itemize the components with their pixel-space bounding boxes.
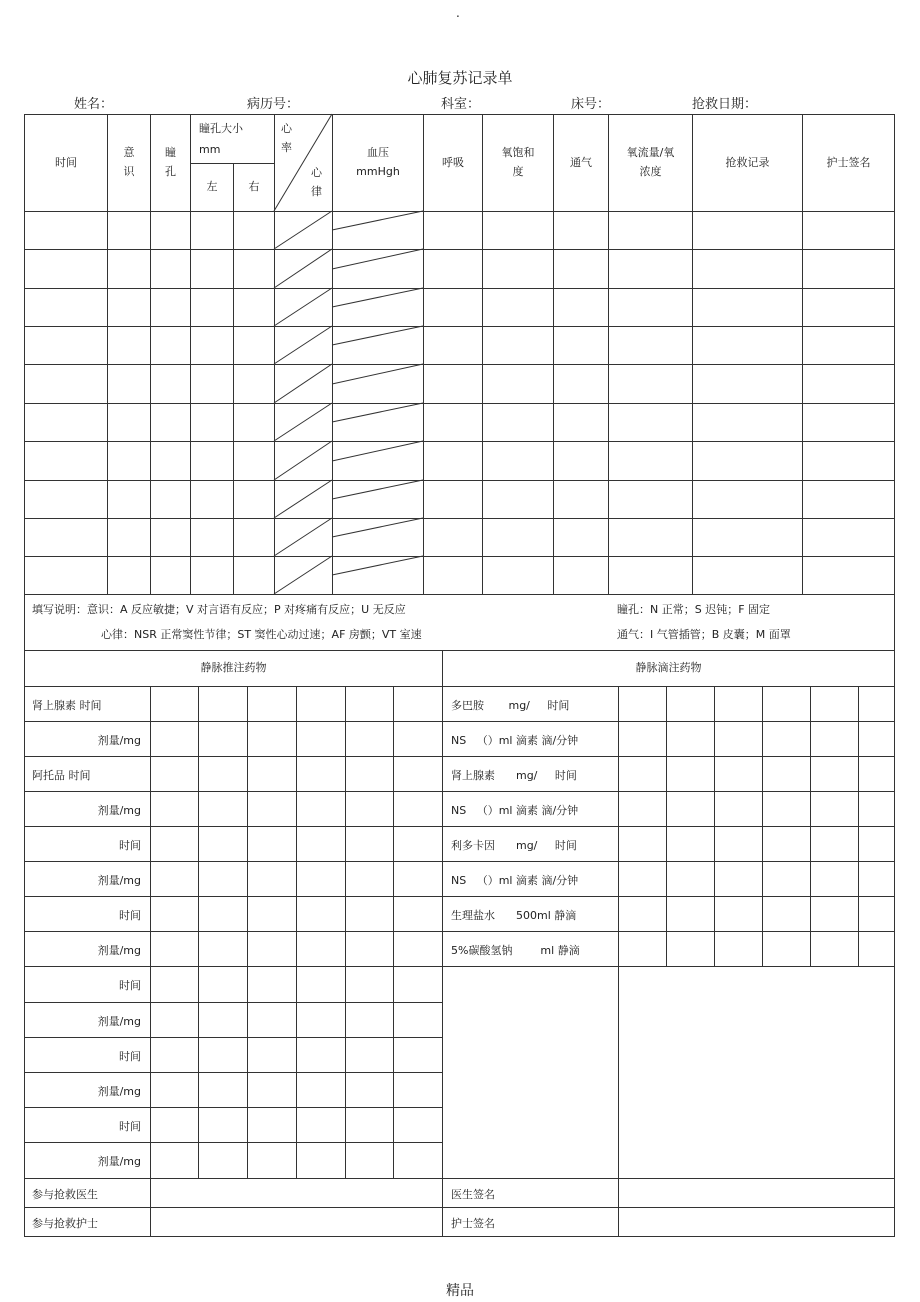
col-nurse-sign-label: 护士签名: [826, 155, 871, 169]
col-o2: [609, 115, 692, 211]
legend-line2: 心律：NSR 正常窦性节律；ST 窦性心动过速；AF 房颤；VT 室速: [101, 628, 422, 641]
col-pupil-right: [234, 164, 274, 211]
doctor-sign-label: 医生签名: [451, 1188, 495, 1201]
col-time-label: 时间: [55, 155, 77, 169]
iv-drip-row: 5%碳酸氢钠 ml 静滴: [451, 944, 580, 957]
legend-line2-right: 通气：I 气管插管；B 皮囊；M 面罩: [617, 628, 791, 641]
iv-push-row: 剂量/mg: [97, 874, 141, 887]
iv-push-row: 阿托品 时间: [32, 769, 91, 782]
col-pupil-left-label: 左: [206, 180, 218, 194]
iv-push-row: 时间: [119, 979, 141, 992]
iv-drip-row: 肾上腺素 mg/ 时间: [451, 769, 577, 782]
col-resp-label: 呼吸: [442, 155, 464, 169]
col-nurse-sign: [803, 115, 894, 211]
col-pupil-right-label: 右: [248, 180, 260, 194]
record-no-label: 病历号：: [247, 97, 300, 112]
col-vent-label: 通气: [570, 155, 592, 169]
iv-push-row: 时间: [119, 1120, 141, 1133]
col-pupil-size-1: 瞳孔大小: [199, 122, 243, 135]
iv-push-title: [25, 651, 442, 686]
iv-drip-row: NS （）ml 滴素 滴/分钟: [451, 874, 579, 887]
col-bp: [333, 115, 423, 211]
col-spo2-2: 度: [512, 165, 524, 178]
col-consciousness-2: 识: [123, 165, 135, 178]
col-pupil-left: [191, 164, 233, 211]
iv-push-row: 剂量/mg: [97, 944, 141, 957]
col-pupil-size-2: mm: [199, 143, 221, 156]
col-pupil: [151, 115, 190, 211]
col-resp: [424, 115, 482, 211]
iv-push-row: 剂量/mg: [97, 1155, 141, 1168]
iv-drip-row: 利多卡因 mg/ 时间: [451, 839, 577, 852]
col-pupil-2: 孔: [165, 165, 176, 178]
iv-push-title-label: 静脉推注药物: [200, 661, 267, 675]
iv-push-row: 肾上腺素 时间: [32, 699, 102, 712]
iv-drip-row: NS （）ml 滴素 滴/分钟: [451, 734, 579, 747]
footer-text: 精品: [446, 1283, 474, 1299]
iv-drip-title-label: 静脉滴注药物: [635, 661, 702, 675]
legend-line1-right: 瞳孔：N 正常；S 迟钝；F 固定: [617, 603, 771, 616]
col-consciousness: [108, 115, 150, 211]
col-rescue-record: [693, 115, 802, 211]
name-label: 姓名：: [74, 97, 114, 112]
iv-push-row: 剂量/mg: [97, 1015, 141, 1028]
col-time: [25, 115, 107, 211]
iv-push-row: 时间: [119, 839, 141, 852]
iv-push-row: 时间: [119, 909, 141, 922]
col-consciousness-1: 意: [123, 146, 135, 160]
col-pupil-1: 瞳: [165, 146, 176, 160]
col-o2-1: 氧流量/氧: [626, 146, 675, 160]
col-spo2-1: 氧饱和: [501, 146, 535, 160]
nurses-label: 参与抢救护士: [32, 1217, 98, 1230]
col-bp-1: 血压: [367, 146, 389, 160]
iv-push-row: 剂量/mg: [97, 1085, 141, 1098]
nurse-sign-label: 护士签名: [451, 1217, 495, 1230]
iv-push-row: 剂量/mg: [97, 804, 141, 817]
col-hr-2: 率: [281, 140, 292, 154]
col-rhythm: [311, 164, 322, 201]
dept-label: 科室：: [441, 97, 481, 112]
doctors-label: 参与抢救医生: [32, 1188, 98, 1201]
iv-push-row: 时间: [119, 1050, 141, 1063]
iv-push-row: 剂量/mg: [97, 734, 141, 747]
col-rescue-record-label: 抢救记录: [725, 155, 770, 169]
bed-label: 床号：: [571, 97, 611, 112]
page-dot: .: [456, 6, 460, 20]
col-vent: [554, 115, 608, 211]
iv-drip-title: [443, 651, 894, 686]
iv-drip-row: NS （）ml 滴素 滴/分钟: [451, 804, 579, 817]
col-rhythm-2: 律: [311, 184, 322, 198]
col-o2-2: 浓度: [639, 165, 662, 178]
col-rhythm-1: 心: [311, 166, 322, 179]
page-title: 心肺复苏记录单: [407, 69, 513, 87]
col-spo2: [483, 115, 553, 211]
iv-drip-row: 多巴胺 mg/ 时间: [451, 699, 570, 712]
rescue-date-label: 抢救日期：: [692, 97, 758, 112]
iv-drip-row: 生理盐水 500ml 静滴: [451, 909, 577, 922]
col-hr-1: 心: [281, 122, 292, 135]
col-heart-rate: [281, 120, 292, 157]
legend-line1: 填写说明：意识：A 反应敏捷；V 对言语有反应；P 对疼痛有反应；U 无反应: [32, 603, 406, 616]
col-bp-2: mmHgh: [356, 165, 400, 178]
